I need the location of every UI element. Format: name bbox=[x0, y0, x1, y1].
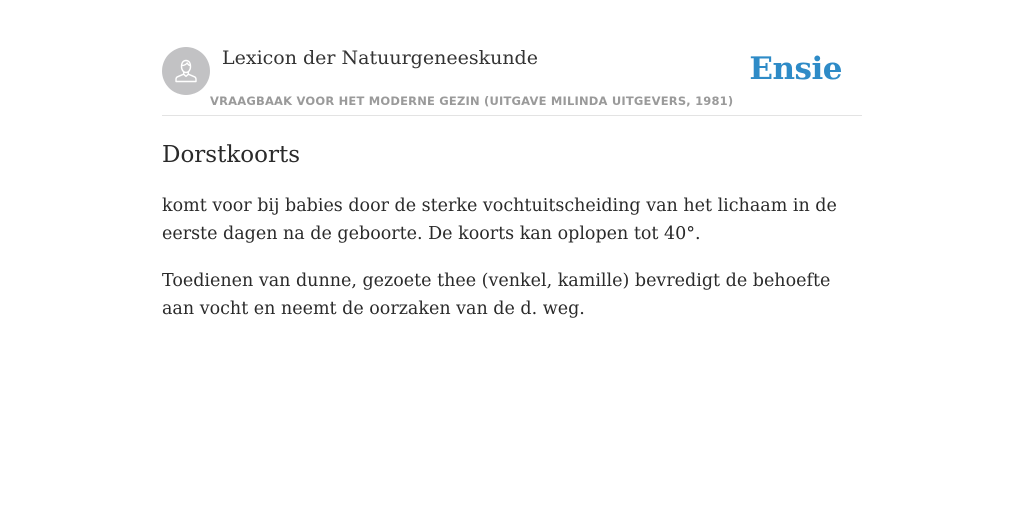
entry-paragraph: Toedienen van dunne, gezoete thee (venkel, kamille) bevredigt de behoefte aan vocht en neemt de oorzaken van de d. weg. bbox=[162, 271, 831, 319]
user-icon bbox=[171, 56, 201, 86]
source-title[interactable]: Lexicon der Natuurgeneeskunde bbox=[222, 47, 538, 69]
source-subtitle: VRAAGBAAK VOOR HET MODERNE GEZIN (UITGAVE MILINDA UITGEVERS, 1981) bbox=[210, 94, 734, 108]
entry-header bbox=[162, 0, 862, 116]
avatar[interactable] bbox=[162, 47, 210, 95]
brand-logo-link[interactable]: Ensie bbox=[749, 51, 842, 87]
entry-title: Dorstkoorts bbox=[162, 142, 300, 168]
entry-body bbox=[162, 192, 862, 342]
entry-container bbox=[162, 0, 862, 319]
entry-paragraph: komt voor bij babies door de sterke vochtuitscheiding van het lichaam in de eerste dagen na de geboorte. De koorts kan oplopen tot 40°. bbox=[162, 196, 837, 244]
